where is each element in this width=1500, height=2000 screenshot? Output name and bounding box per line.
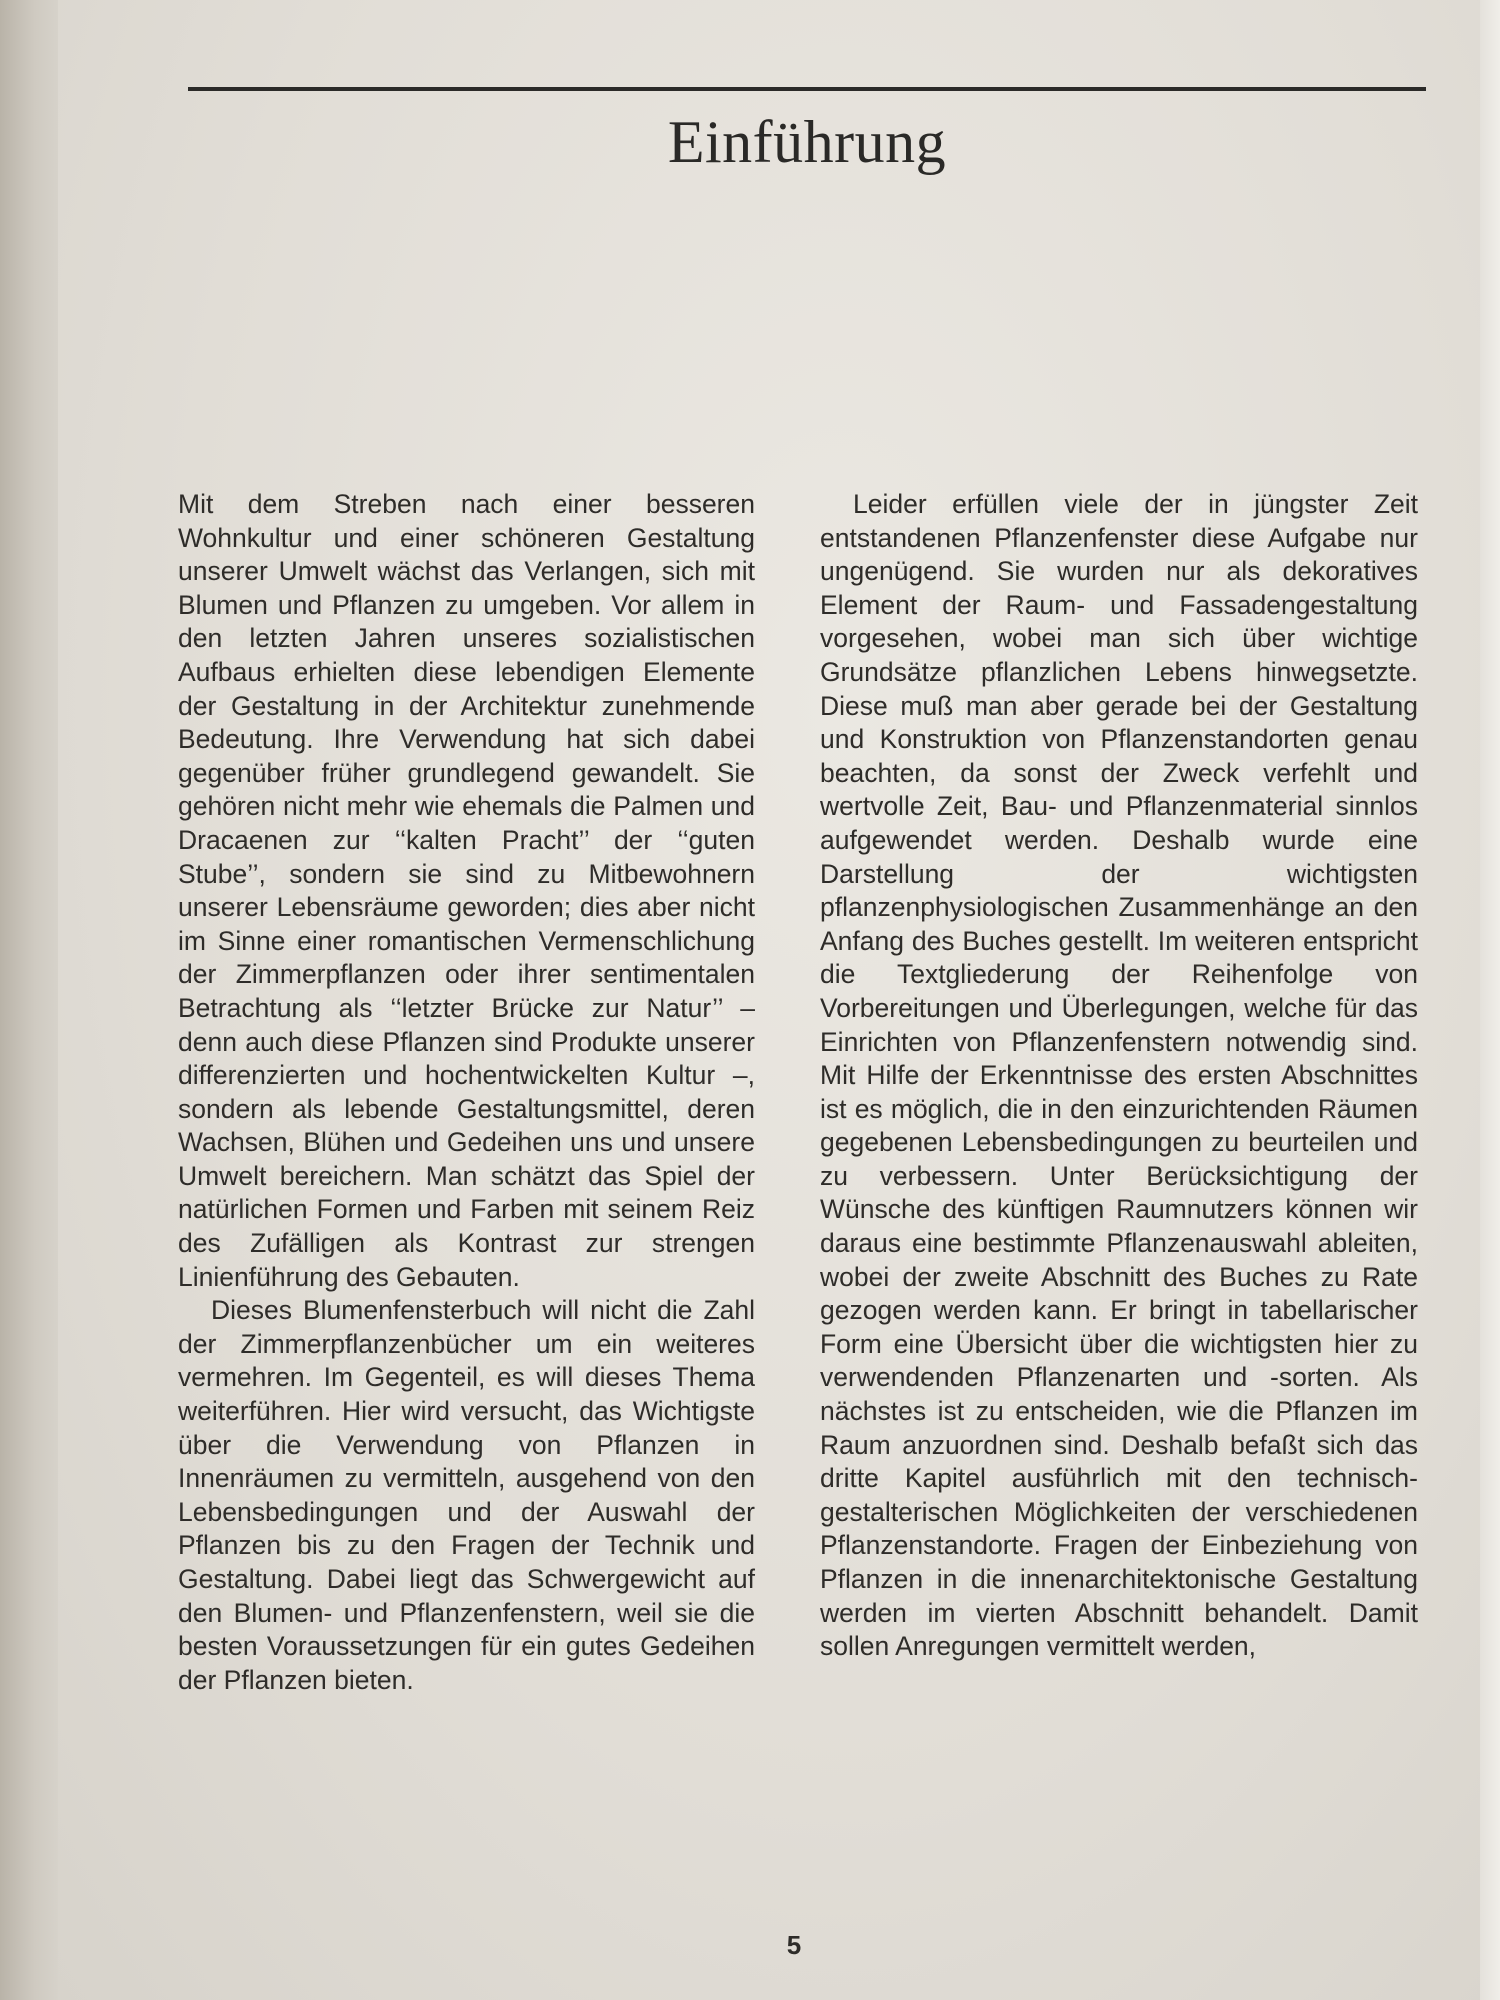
page-number: 5 bbox=[786, 1930, 802, 1960]
left-column bbox=[178, 488, 755, 1697]
right-column bbox=[820, 488, 1418, 1664]
header-rule bbox=[188, 87, 1426, 91]
right-paragraph-1: Leider erfüllen viele der in jüngster Zeit entstandenen Pflanzenfenster diese Aufgabe nur ungenügend. Sie wurden nur als dekoratives Element der Raum- und Fassadengestaltung vorgesehen, wobei man sich über wichtige Grundsätze pflanzlichen Lebens hinwegsetzte. Diese muß man aber gerade bei der Gestaltung und Konstruktion von Pflanzenstandorten genau beachten, da sonst der Zweck verfehlt und wertvolle Zeit, Bau- und Pflanzenmaterial sinnlos aufgewendet werden. Deshalb wurde eine Darstellung der wichtigsten pflanzenphysiologischen Zusammenhänge an den Anfang des Buches gestellt. Im weiteren entspricht die Textgliederung der Reihenfolge von Vorbereitungen und Überlegungen, welche für das Einrichten von Pflanzenfenstern notwendig sind. Mit Hilfe der Erkenntnisse des ersten Abschnittes ist es möglich, die in den einzurichtenden Räumen gegebenen Lebensbedingungen zu beurteilen und zu verbessern. Unter Berücksichtigung der Wünsche des künftigen Raumnutzers können wir daraus eine bestimmte Pflanzenauswahl ableiten, wobei der zweite Abschnitt des Buches zu Rate gezogen werden kann. Er bringt in tabellarischer Form eine Übersicht über die wichtigsten hier zu verwendenden Pflanzenarten und -sorten. Als nächstes ist zu entscheiden, wie die Pflanzen im Raum anzuordnen sind. Deshalb befaßt sich das dritte Kapitel ausführlich mit den technisch-gestalterischen Möglichkeiten der verschiedenen Pflanzenstandorte. Fragen der Einbeziehung von Pflanzen in die innenarchitektonische Gestaltung werden im vierten Abschnitt behandelt. Damit sollen Anregungen vermittelt werden, bbox=[820, 489, 1418, 1662]
left-paragraph-1: Mit dem Streben nach einer besseren Wohnkultur und einer schöneren Gestaltung unserer Umwelt wächst das Verlangen, sich mit Blumen und Pflanzen zu umgeben. Vor allem in den letzten Jahren unseres sozialistischen Aufbaus erhielten diese lebendigen Elemente der Gestaltung in der Architektur zunehmende Bedeutung. Ihre Verwendung hat sich dabei gegenüber früher grundlegend gewandelt. Sie gehören nicht mehr wie ehemals die Palmen und Dracaenen zur ‘‘kalten Pracht’’ der ‘‘guten Stube’’, sondern sie sind zu Mitbewohnern unserer Lebensräume geworden; dies aber nicht im Sinne einer romantischen Vermenschlichung der Zimmerpflanzen oder ihrer sentimentalen Betrachtung als ‘‘letzter Brücke zur Natur’’ – denn auch diese Pflanzen sind Produkte unserer differenzierten und hochentwickelten Kultur –, sondern als lebende Gestaltungsmittel, deren Wachsen, Blühen und Gedeihen uns und unsere Umwelt bereichern. Man schätzt das Spiel der natürlichen Formen und Farben mit seinem Reiz des Zufälligen als Kontrast zur strengen Linienführung des Gebauten. bbox=[178, 489, 755, 1292]
chapter-title: Einführung bbox=[667, 109, 947, 175]
text-columns bbox=[178, 488, 1478, 1928]
next-page-edge bbox=[1480, 0, 1500, 2000]
book-gutter bbox=[0, 0, 58, 2000]
left-paragraph-2: Dieses Blumenfensterbuch will nicht die Zahl der Zimmerpflanzenbücher um ein weiteres vermehren. Im Gegenteil, es will dieses Thema weiterführen. Hier wird versucht, das Wichtigste über die Verwendung von Pflanzen in Innenräumen zu vermitteln, ausgehend von den Lebensbedingungen und der Auswahl der Pflanzen bis zu den Fragen der Technik und Gestaltung. Dabei liegt das Schwergewicht auf den Blumen- und Pflanzenfenstern, weil sie die besten Voraussetzungen für ein gutes Gedeihen der Pflanzen bieten. bbox=[178, 1295, 755, 1695]
book-page bbox=[58, 0, 1480, 2000]
